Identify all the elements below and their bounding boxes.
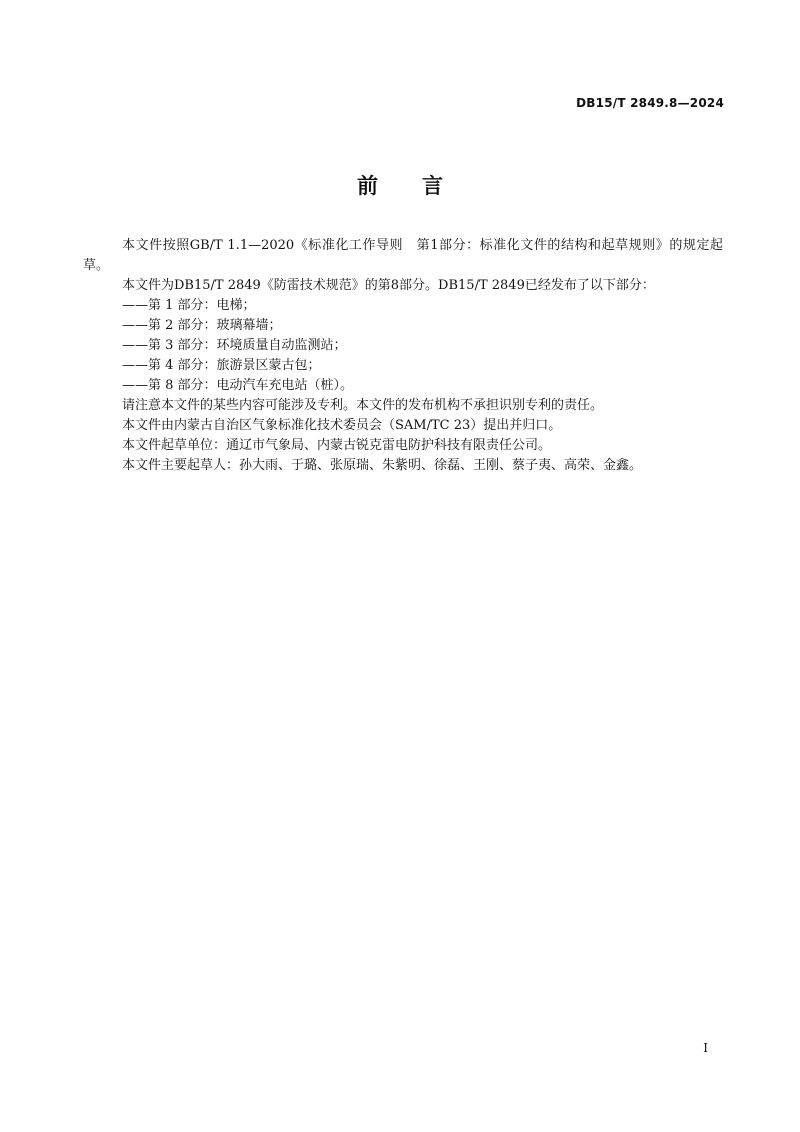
- list-item-part-1: ——第 1 部分：电梯；: [122, 298, 256, 313]
- list-item-part-4: ——第 4 部分：旅游景区蒙古包；: [122, 358, 321, 373]
- list-item-part-3: ——第 3 部分：环境质量自动监测站；: [122, 338, 347, 353]
- list-item-part-8: ——第 8 部分：电动汽车充电站（桩）。: [122, 378, 354, 393]
- foreword-body: [83, 236, 723, 476]
- paragraph-patent-notice: 请注意本文件的某些内容可能涉及专利。本文件的发布机构不承担识别专利的责任。: [122, 398, 604, 413]
- paragraph-drafting-units: 本文件起草单位：通辽市气象局、内蒙古锐克雷电防护科技有限责任公司。: [122, 438, 552, 453]
- paragraph-proposed-by: 本文件由内蒙古自治区气象标准化技术委员会（SAM/TC 23）提出并归口。: [122, 418, 562, 433]
- page-number: I: [703, 1041, 708, 1055]
- title-part-1: 前: [357, 174, 378, 198]
- paragraph-drafting-rules: 本文件按照GB/T 1.1—2020《标准化工作导则 第1部分：标准化文件的结构和起草规则》的规定起草。: [83, 238, 723, 273]
- page-title: [0, 170, 800, 200]
- paragraph-drafters: 本文件主要起草人：孙大雨、于璐、张原瑞、朱紫明、徐磊、王刚、蔡子夷、高荣、金鑫。: [122, 458, 643, 473]
- paragraph-series-parts: 本文件为DB15/T 2849《防雷技术规范》的第8部分。DB15/T 2849已经发布了以下部分：: [122, 278, 655, 293]
- list-item-part-2: ——第 2 部分：玻璃幕墙；: [122, 318, 282, 333]
- title-part-2: 言: [422, 174, 443, 198]
- document-code: DB15/T 2849.8—2024: [576, 96, 724, 110]
